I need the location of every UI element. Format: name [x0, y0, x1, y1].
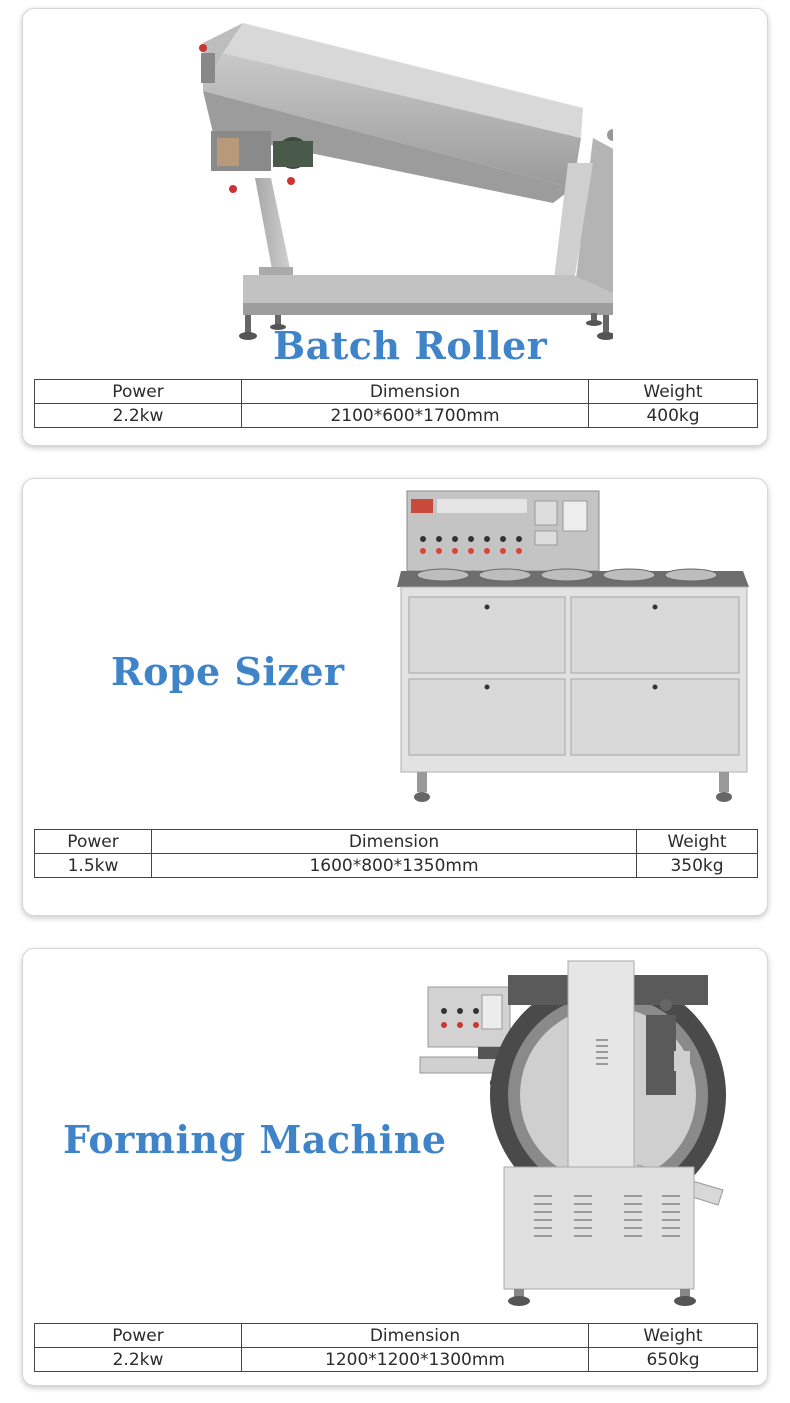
power-header: Power: [35, 380, 242, 404]
table-header-row: [35, 830, 758, 854]
product-card-forming-machine: [22, 948, 768, 1386]
spec-table: [34, 1323, 758, 1372]
table-row: [35, 404, 758, 428]
spec-table: [34, 379, 758, 428]
weight-header: Weight: [637, 830, 758, 854]
product-card-rope-sizer: [22, 478, 768, 916]
weight-header: Weight: [589, 380, 758, 404]
table-header-row: [35, 380, 758, 404]
power-value: 2.2kw: [35, 1348, 242, 1372]
product-title: Forming Machine: [63, 1117, 447, 1162]
forming-machine-image: [418, 955, 728, 1307]
weight-header: Weight: [589, 1324, 758, 1348]
product-card-batch-roller: [22, 8, 768, 446]
weight-value: 650kg: [589, 1348, 758, 1372]
rope-sizer-machine-image: [383, 487, 753, 812]
dimension-header: Dimension: [242, 1324, 589, 1348]
table-row: [35, 854, 758, 878]
dimension-value: 2100*600*1700mm: [242, 404, 589, 428]
spec-table: [34, 829, 758, 878]
power-value: 2.2kw: [35, 404, 242, 428]
table-row: [35, 1348, 758, 1372]
dimension-header: Dimension: [152, 830, 637, 854]
product-title: Batch Roller: [273, 323, 548, 368]
batch-roller-machine-image: [173, 13, 613, 343]
weight-value: 350kg: [637, 854, 758, 878]
dimension-header: Dimension: [242, 380, 589, 404]
power-header: Power: [35, 1324, 242, 1348]
dimension-value: 1200*1200*1300mm: [242, 1348, 589, 1372]
power-header: Power: [35, 830, 152, 854]
weight-value: 400kg: [589, 404, 758, 428]
dimension-value: 1600*800*1350mm: [152, 854, 637, 878]
product-title: Rope Sizer: [111, 649, 345, 694]
power-value: 1.5kw: [35, 854, 152, 878]
table-header-row: [35, 1324, 758, 1348]
